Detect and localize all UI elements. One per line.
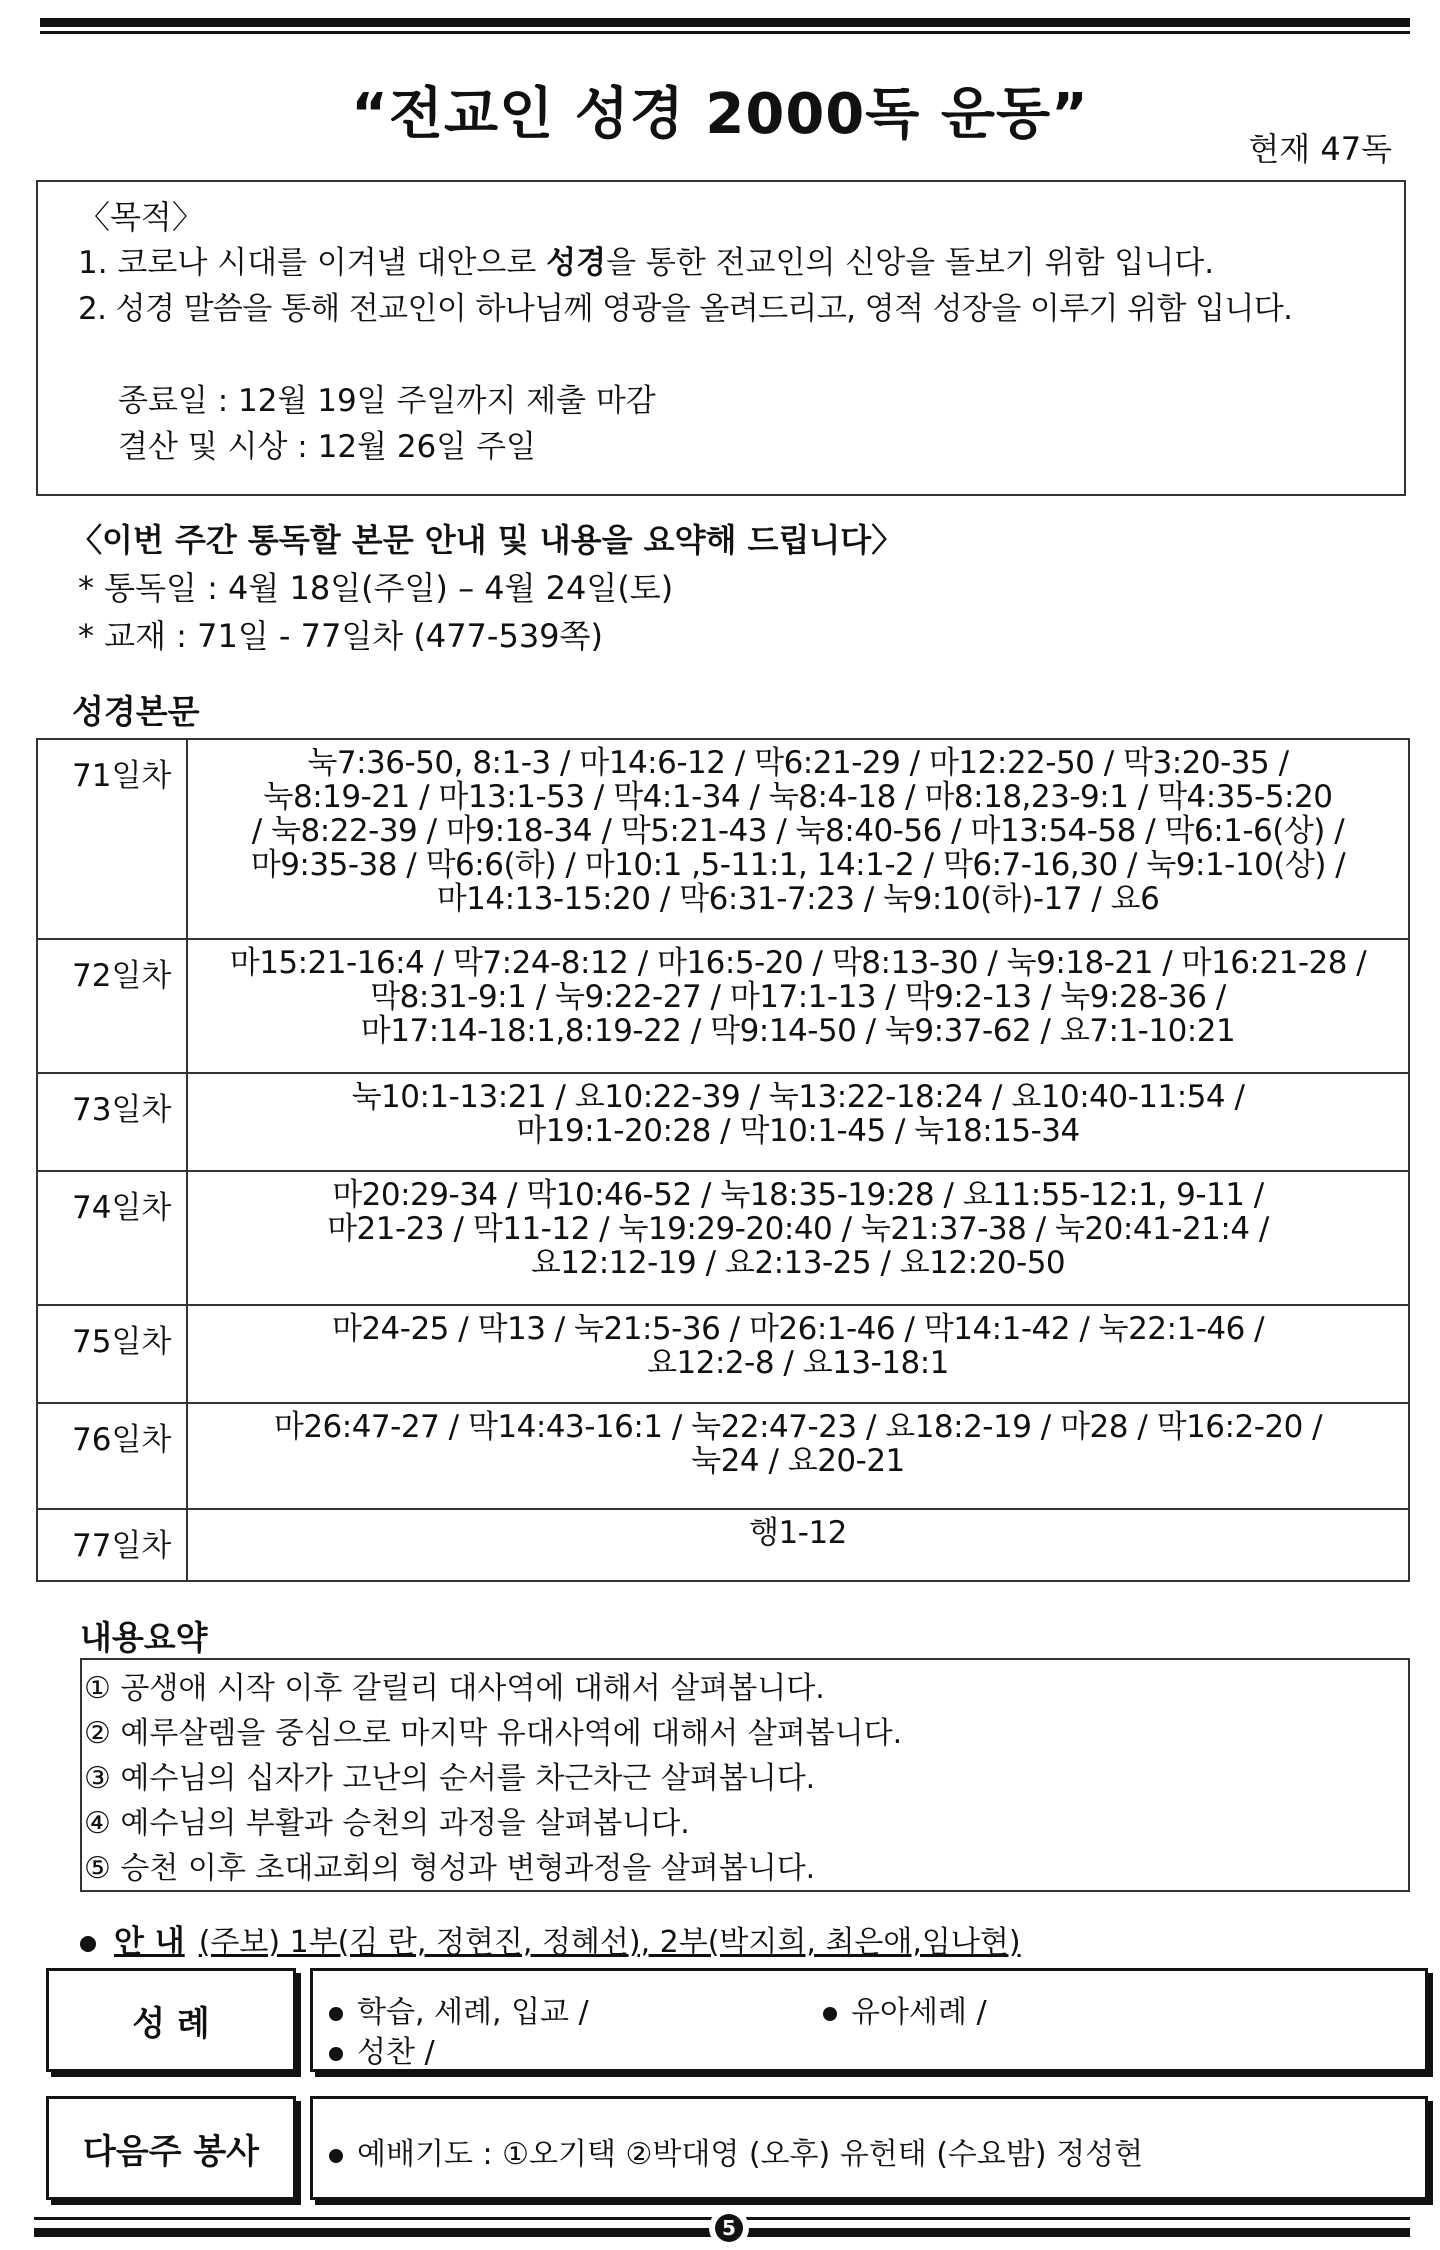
table-row (37, 739, 1409, 939)
summary-box (80, 1658, 1410, 1892)
passage-line: / 눅8:22-39 / 마9:18-34 / 막5:21-43 / 눅8:40-56 / 마13:54-58 / 막6:1-6(상) / (251, 813, 1345, 849)
passage-line: 눅7:36-50, 8:1-3 / 마14:6-12 / 막6:21-29 / 마12:22-50 / 막3:20-35 / (307, 745, 1289, 781)
passage-line: 마15:21-16:4 / 막7:24-8:12 / 마16:5-20 / 막8:13-30 / 눅9:18-21 / 마16:21-28 / (229, 945, 1367, 981)
bullet-icon (823, 2007, 837, 2021)
passage-line: 마20:29-34 / 막10:46-52 / 눅18:35-19:28 / 요11:55-12:1, 9-11 / (332, 1177, 1264, 1213)
table-row (37, 1403, 1409, 1509)
passage-line: 마26:47-27 / 막14:43-16:1 / 눅22:47-23 / 요18:2-19 / 마28 / 막16:2-20 / (273, 1409, 1323, 1445)
end-date: 종료일 : 12월 19일 주일까지 제출 마감 (118, 383, 656, 419)
purpose-line-1 (78, 240, 1404, 286)
sacrament-item-2: 유아세례 / (851, 1995, 987, 2030)
summary-item: ④ 예수님의 부활과 승천의 과정을 살펴봅니다. (84, 1806, 690, 1841)
weekly-guide (72, 516, 903, 660)
page-number: 5 (715, 2214, 743, 2242)
textbook-range: * 교재 : 71일 - 77일차 (477-539쪽) (78, 617, 603, 655)
purpose-heading: 〈목적〉 (78, 198, 204, 236)
passage-line: 눅8:19-21 / 마13:1-53 / 막4:1-34 / 눅8:4-18 / 마8:18,23-9:1 / 막4:35-5:20 (263, 779, 1333, 815)
bullet-icon (329, 2007, 343, 2021)
award-date: 결산 및 시상 : 12월 26일 주일 (118, 429, 536, 465)
day-cell: 75일차 (37, 1305, 187, 1403)
passage-line: 마17:14-18:1,8:19-22 / 막9:14-50 / 눅9:37-62 / 요7:1-10:21 (360, 1013, 1236, 1049)
summary-title: 내용요약 (80, 1618, 208, 1657)
service-text: 예배기도 : ①오기택 ②박대영 (오후) 유헌태 (수요밤) 정성현 (357, 2137, 1144, 2172)
passage-line: 행1-12 (749, 1515, 847, 1551)
passage-cell (187, 939, 1409, 1073)
table-row (37, 939, 1409, 1073)
day-cell: 77일차 (37, 1509, 187, 1581)
table-row (37, 1509, 1409, 1581)
sacrament-box (310, 1968, 1428, 2072)
passage-cell (187, 1509, 1409, 1581)
summary-item: ⑤ 승천 이후 초대교회의 형성과 변형과정을 살펴봅니다. (84, 1851, 816, 1886)
day-cell: 72일차 (37, 939, 187, 1073)
notice-text: (주보) 1부(김 란, 정현진, 정혜선), 2부(박지희, 최은애,임나현) (198, 1925, 1021, 1960)
top-rule-thin (40, 31, 1410, 34)
passage-cell (187, 1305, 1409, 1403)
passage-line: 요12:2-8 / 요13-18:1 (647, 1345, 949, 1381)
passage-line: 마21-23 / 막11-12 / 눅19:29-20:40 / 눅21:37-38 / 눅20:41-21:4 / (327, 1211, 1269, 1247)
notice-label: 안 내 (114, 1924, 185, 1960)
sacrament-label: 성 례 (46, 1968, 296, 2072)
service-label: 다음주 봉사 (46, 2096, 296, 2200)
purpose-line-1-bold: 성경 (546, 245, 607, 281)
purpose-line-2: 2. 성경 말씀을 통해 전교인이 하나님께 영광을 올려드리고, 영적 성장을 이루기 위함 입니다. (78, 291, 1293, 327)
passage-cell (187, 1403, 1409, 1509)
passage-line: 마9:35-38 / 막6:6(하) / 마10:1 ,5-11:1, 14:1-2 / 막6:7-16,30 / 눅9:1-10(상) / (250, 847, 1346, 883)
table-row (37, 1171, 1409, 1305)
sacrament-item-1-wrap (329, 1987, 589, 2031)
current-count: 현재 47독 (1248, 130, 1392, 168)
service-line (329, 2129, 1143, 2173)
summary-item: ① 공생애 시작 이후 갈릴리 대사역에 대해서 살펴봅니다. (84, 1671, 825, 1706)
day-cell: 74일차 (37, 1171, 187, 1305)
passage-line: 마24-25 / 막13 / 눅21:5-36 / 마26:1-46 / 막14:1-42 / 눅22:1-46 / (331, 1311, 1265, 1347)
bullet-icon (80, 1936, 96, 1952)
reading-dates: * 통독일 : 4월 18일(주일) – 4월 24일(토) (78, 569, 674, 607)
bullet-icon (329, 2047, 343, 2061)
sacrament-item-1: 학습, 세례, 입교 / (357, 1995, 589, 2030)
passage-line: 막8:31-9:1 / 눅9:22-27 / 마17:1-13 / 막9:2-13 / 눅9:28-36 / (370, 979, 1226, 1015)
passage-cell (187, 1073, 1409, 1171)
bible-section-title: 성경본문 (72, 692, 200, 731)
day-cell: 76일차 (37, 1403, 187, 1509)
passage-cell (187, 739, 1409, 939)
passage-cell (187, 1171, 1409, 1305)
bullet-icon (329, 2149, 343, 2163)
sacrament-item-3: 성찬 / (357, 2035, 435, 2070)
passage-line: 마14:13-15:20 / 막6:31-7:23 / 눅9:10(하)-17 / 요6 (436, 881, 1160, 917)
day-cell: 71일차 (37, 739, 187, 939)
sacrament-item-2-wrap (823, 1987, 987, 2031)
table-row (37, 1073, 1409, 1171)
weekly-heading: 〈이번 주간 통독할 본문 안내 및 내용을 요약해 드립니다〉 (70, 521, 904, 559)
day-cell: 73일차 (37, 1073, 187, 1171)
summary-list (82, 1666, 1408, 1891)
top-rule (40, 18, 1410, 27)
bible-reading-table (36, 738, 1410, 1582)
notice-line (80, 1916, 1021, 1961)
service-box (310, 2096, 1428, 2200)
summary-item: ③ 예수님의 십자가 고난의 순서를 차근차근 살펴봅니다. (84, 1761, 816, 1796)
summary-item: ② 예루살렘을 중심으로 마지막 유대사역에 대해서 살펴봅니다. (84, 1716, 903, 1751)
sacrament-item-3-wrap (329, 2027, 435, 2071)
purpose-line-1-b: 을 통한 전교인의 신앙을 돌보기 위함 입니다. (606, 245, 1215, 281)
passage-line: 마19:1-20:28 / 막10:1-45 / 눅18:15-34 (516, 1113, 1080, 1149)
passage-line: 눅10:1-13:21 / 요10:22-39 / 눅13:22-18:24 / 요10:40-11:54 / (351, 1079, 1245, 1115)
passage-line: 요12:12-19 / 요2:13-25 / 요12:20-50 (530, 1245, 1066, 1281)
purpose-box (36, 180, 1406, 496)
page-title: “전교인 성경 2000독 운동” (351, 82, 1089, 147)
purpose-line-1-a: 1. 코로나 시대를 이겨낼 대안으로 (78, 245, 547, 281)
passage-line: 눅24 / 요20-21 (691, 1443, 905, 1479)
table-row (37, 1305, 1409, 1403)
